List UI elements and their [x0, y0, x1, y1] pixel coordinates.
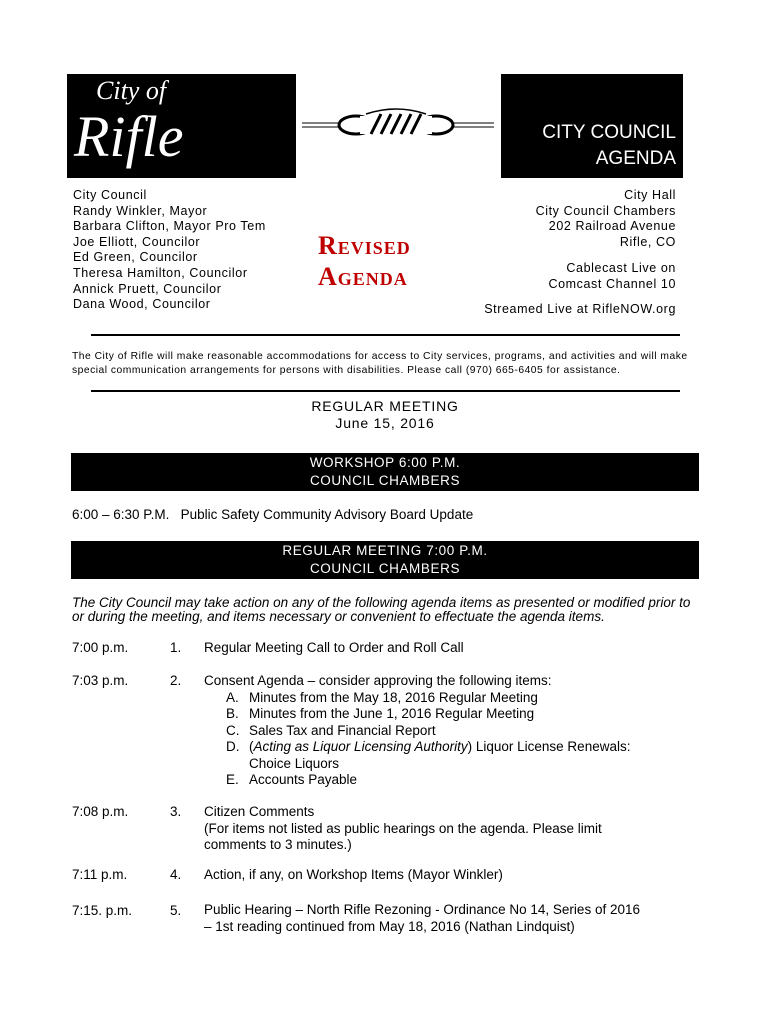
city-of-label: City of: [96, 76, 167, 105]
council-line: Annick Pruett, Councilor: [73, 281, 222, 296]
item-description-block: [204, 902, 640, 935]
location-line: City Hall: [624, 188, 676, 202]
agenda-title: [500, 120, 676, 172]
cablecast-line: Comcast Channel 10: [548, 276, 676, 291]
sub-item: A. Minutes from the May 18, 2016 Regular Meeting: [226, 689, 538, 705]
council-line: Theresa Hamilton, Councilor: [73, 265, 248, 280]
accessibility-notice: The City of Rifle will make reasonable accommodations for access to City services, programs, and activities and will make special communication arrangements for persons with disabilities. Please call (970) 665-6405 for assistance.: [72, 351, 688, 376]
location-line: Rifle, CO: [619, 234, 676, 249]
item-description-line2: – 1st reading continued from May 18, 2016 (Nathan Lindquist): [204, 918, 575, 934]
sub-item: C. Sales Tax and Financial Report: [226, 722, 436, 738]
item-description: Action, if any, on Workshop Items (Mayor Winkler): [204, 867, 503, 882]
intro-statement: The City Council may take action on any of the following agenda items as presented or modified prior to or during the meeting, and items necessary or convenient to effectuate the agenda items.: [72, 595, 691, 624]
item-number: 2.: [170, 673, 182, 688]
flourish-ornament-icon: [296, 74, 501, 178]
item-description-line3: comments to 3 minutes.): [204, 837, 352, 852]
city-name-logo: Rifle: [74, 104, 184, 169]
meeting-title: REGULAR MEETING: [311, 398, 459, 414]
cablecast-info: [548, 261, 676, 292]
revised-line1: Revised: [318, 231, 411, 260]
item-time: 7:08 p.m.: [72, 804, 129, 819]
item-number: 5.: [170, 903, 182, 918]
item-description: Regular Meeting Call to Order and Roll Call: [204, 640, 464, 655]
council-line: City Council: [73, 188, 147, 202]
workshop-section-bar: [71, 453, 699, 491]
sub-item: D. (Acting as Liquor Licensing Authority) Liquor License Renewals:: [226, 739, 631, 754]
streamed-info: Streamed Live at RifleNOW.org: [484, 302, 676, 316]
item-description: Citizen Comments: [204, 804, 315, 819]
item-time: 7:00 p.m.: [72, 640, 129, 655]
ornament-panel: [296, 74, 501, 178]
item-description: Public Hearing – North Rifle Rezoning - Ordinance No 14, Series of 2016: [204, 902, 640, 917]
workshop-item: 6:00 – 6:30 P.M. Public Safety Community Advisory Board Update: [72, 507, 474, 522]
meeting-heading: [0, 398, 770, 432]
cablecast-line: Cablecast Live on: [566, 261, 676, 275]
location-line: 202 Railroad Avenue: [548, 219, 676, 234]
divider: [91, 334, 680, 336]
location-line: City Council Chambers: [535, 203, 676, 218]
workshop-bar-line1: WORKSHOP 6:00 P.M.: [309, 455, 461, 470]
sub-item: E. Accounts Payable: [226, 772, 358, 787]
council-line: Barbara Clifton, Mayor Pro Tem: [73, 219, 266, 234]
item-description-block: [204, 804, 602, 854]
council-line: Joe Elliott, Councilor: [73, 234, 201, 249]
regular-bar-line1: REGULAR MEETING 7:00 P.M.: [282, 543, 488, 558]
item-time: 7:15. p.m.: [72, 903, 133, 918]
sub-item: B. Minutes from the June 1, 2016 Regular Meeting: [226, 706, 535, 721]
revised-line2: Agenda: [318, 262, 408, 291]
divider: [91, 390, 680, 392]
agenda-title-line1: CITY COUNCIL: [542, 122, 676, 143]
location-address: [536, 188, 676, 250]
regular-bar-line2: COUNCIL CHAMBERS: [309, 561, 461, 576]
workshop-bar-line2: COUNCIL CHAMBERS: [309, 473, 461, 488]
revised-agenda-stamp: [318, 230, 411, 292]
item-description-block: [204, 673, 630, 789]
council-line: Randy Winkler, Mayor: [73, 203, 208, 218]
item-description: Consent Agenda – consider approving the following items:: [204, 673, 552, 688]
sub-item-continuation: Choice Liquors: [249, 755, 340, 771]
item-number: 4.: [170, 867, 182, 882]
council-members-list: [73, 188, 266, 313]
council-line: Ed Green, Councilor: [73, 250, 198, 265]
regular-section-bar: [71, 541, 699, 579]
item-description-line2: (For items not listed as public hearings on the agenda. Please limit: [204, 820, 602, 836]
meeting-date: June 15, 2016: [335, 415, 435, 431]
item-time: 7:03 p.m.: [72, 673, 129, 688]
council-line: Dana Wood, Councilor: [73, 297, 211, 312]
item-time: 7:11 p.m.: [72, 867, 128, 882]
item-number: 3.: [170, 804, 182, 819]
item-number: 1.: [170, 640, 182, 655]
agenda-title-line2: AGENDA: [595, 148, 676, 169]
